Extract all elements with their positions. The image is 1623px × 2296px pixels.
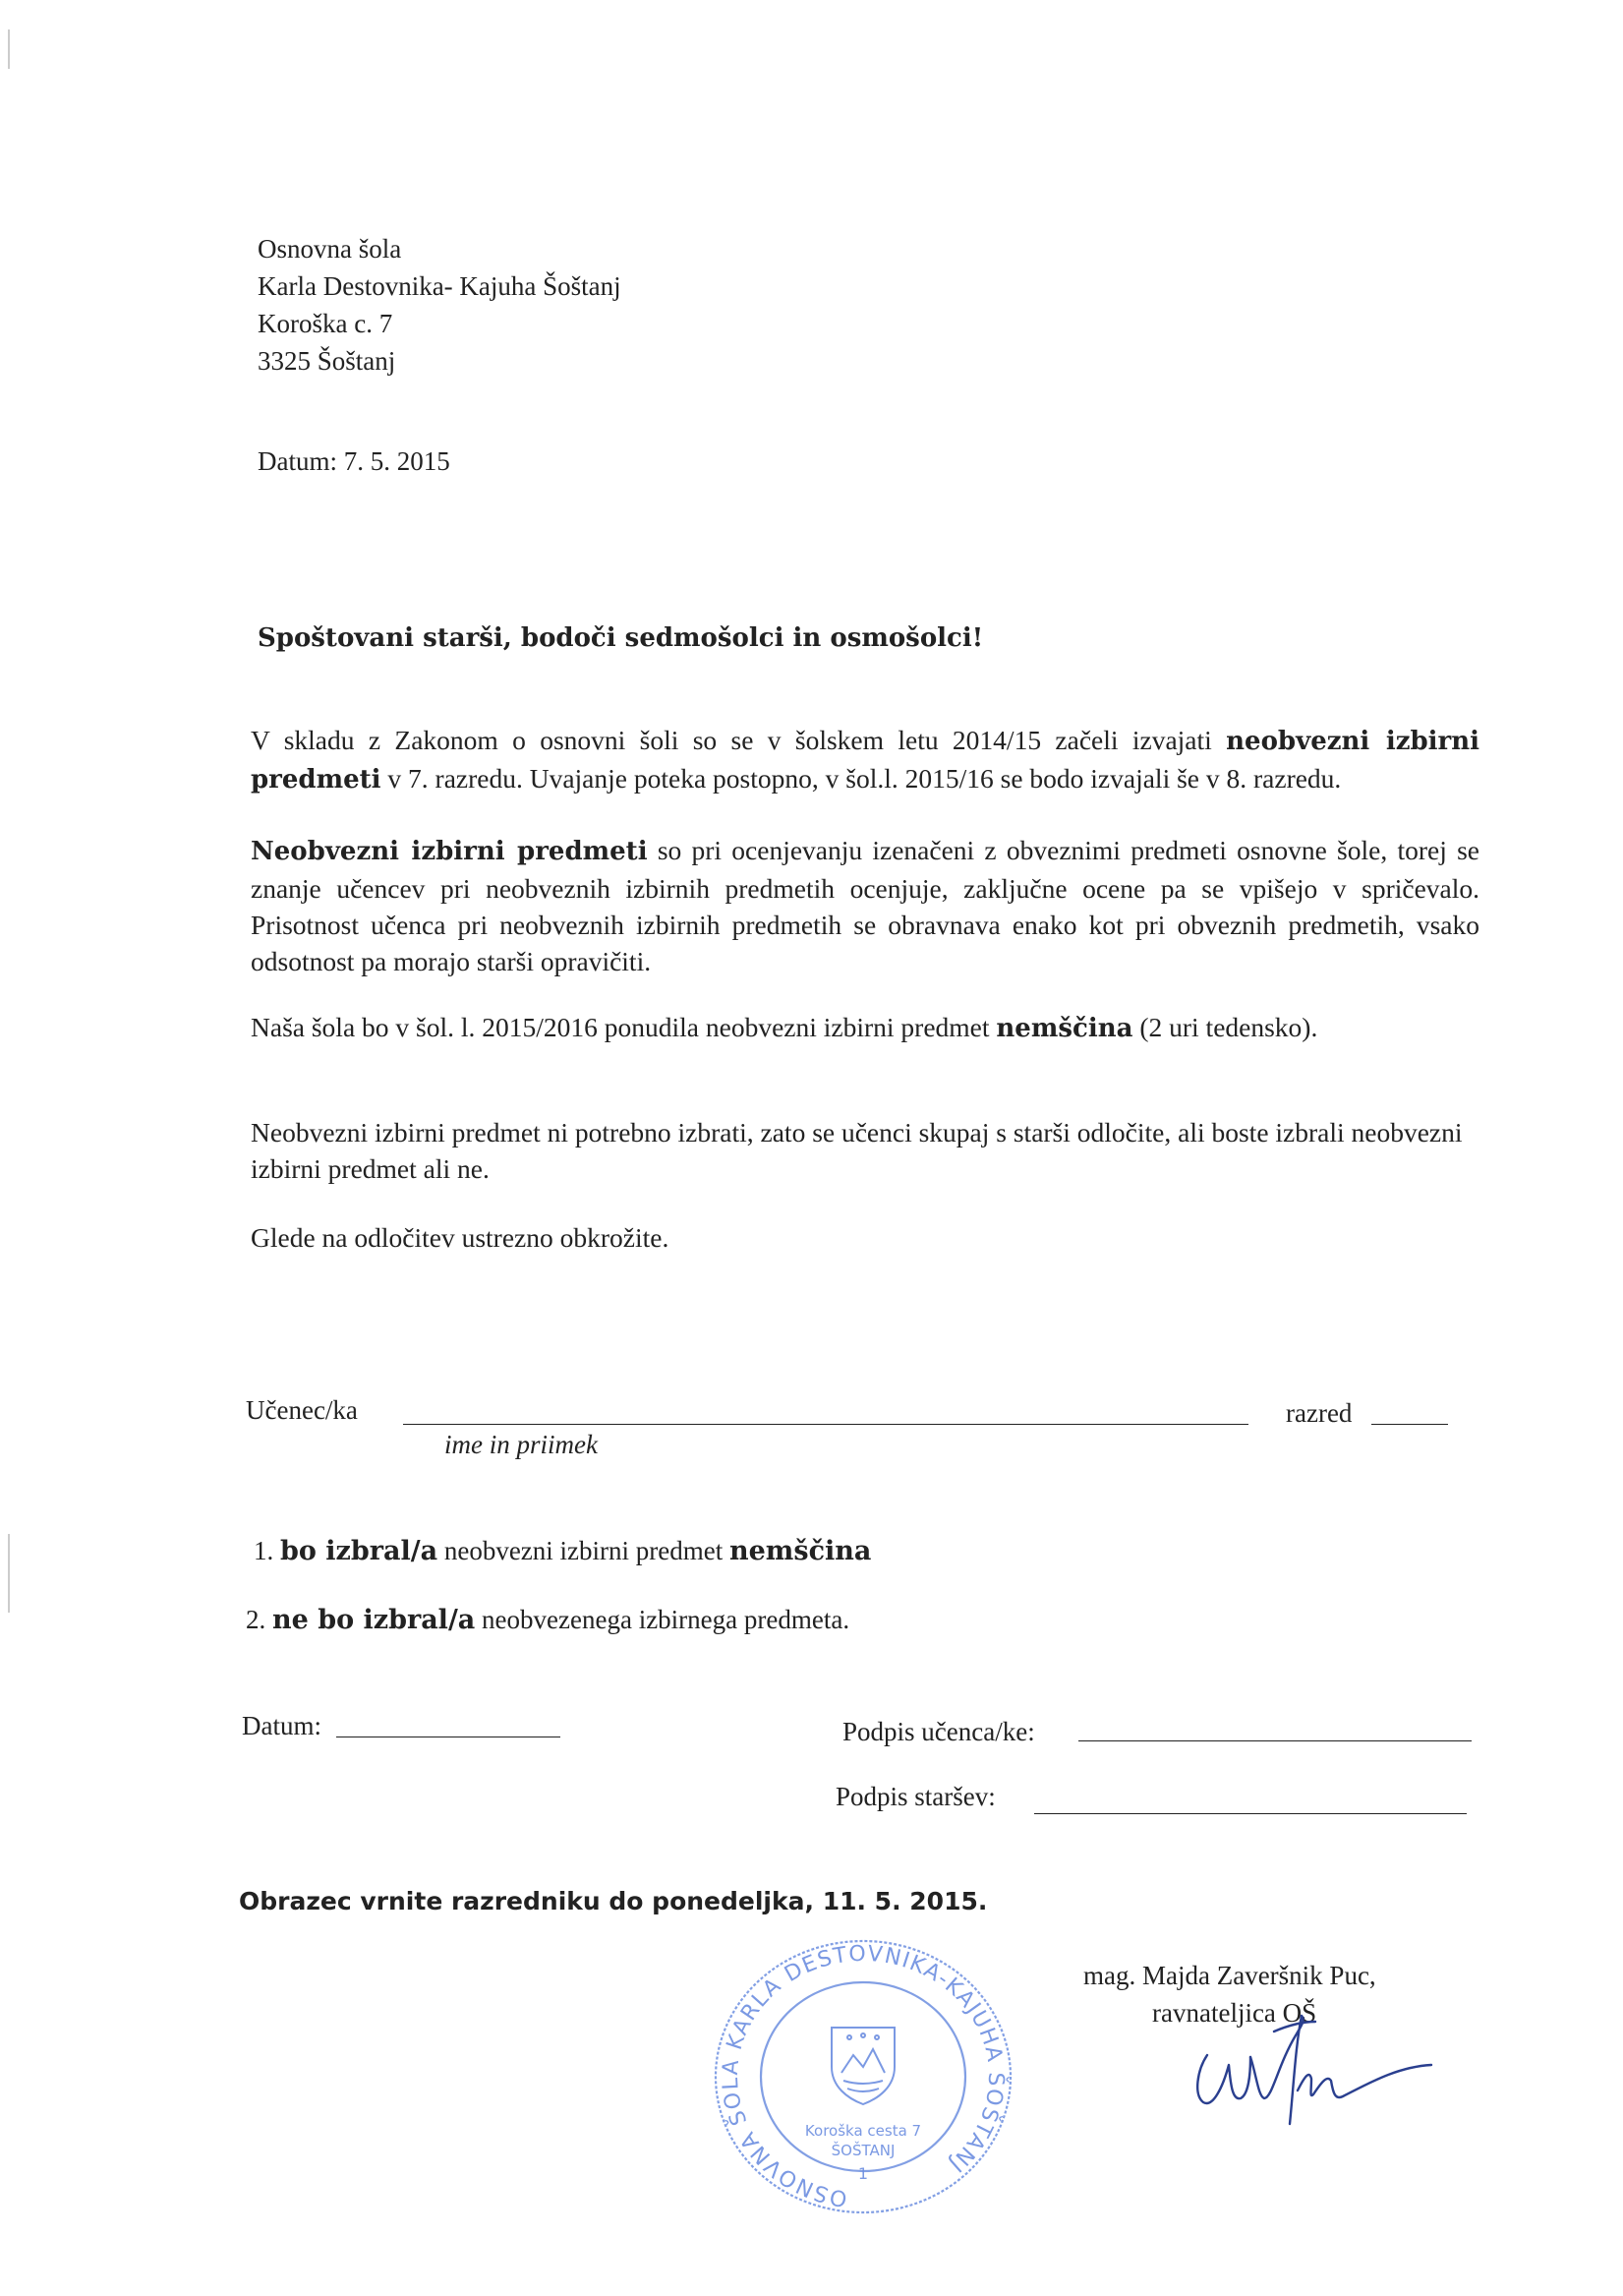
stamp-city: ŠOŠTANJ [831,2142,896,2159]
class-field[interactable] [1371,1424,1448,1425]
p2-text: so pri ocenjevanju izenačeni z obveznimi predmeti osnovne šole, torej se znanje učencev pri neobveznih izbirnih predmetih ocenjuje, zaključne ocene pa se vpišejo v spričevalo. Prisotnost učenca pri neobveznih izbirnih predmetih se obravnava enako kot pri obveznih predmetih, vsako odsotnost pa morajo starši opravičiti. [251,835,1480,976]
option-bold: nemščina [729,1536,872,1566]
student-label: Učenec/ka [246,1395,358,1425]
class-label: razred [1286,1398,1353,1428]
option-text: neobvezenega izbirnega predmeta. [475,1605,850,1634]
student-name-field[interactable] [403,1424,1248,1425]
stamp-ring-text: OSNOVNA ŠOLA KARLA DESTOVNIKA-KAJUHA ŠOŠTANJ [718,1941,1009,2211]
parents-signature-field[interactable] [1034,1813,1467,1814]
paragraph-choice: Neobvezni izbirni predmet ni potrebno izbrati, zato se učenci skupaj s starši odločite, ali boste izbrali neobvezni izbirni predmet ali ne. [251,1117,1463,1184]
stamp-address: Koroška cesta 7 [804,2122,922,2140]
salutation-text: Spoštovani starši, bodoči sedmošolci in osmošolci! [258,623,984,653]
scan-margin-mark [8,1534,10,1613]
p3-text-c: (2 uri tedensko). [1132,1012,1318,1042]
p3-bold: nemščina [996,1014,1133,1043]
student-signature-label: Podpis učenca/ke: [842,1717,1035,1746]
option-1[interactable] [254,1532,871,1570]
option-bold: bo izbral/a [280,1536,438,1566]
option-number: 2. [246,1605,266,1634]
paragraph-instruction: Glede na odločitev ustrezno obkrožite. [251,1222,669,1253]
scan-margin-mark [8,29,10,69]
sender-line: Osnovna šola [258,234,402,264]
option-bold: ne bo izbral/a [272,1605,476,1635]
paragraph-grading [251,832,1479,979]
parents-signature-label: Podpis staršev: [836,1782,996,1811]
document-date: Datum: 7. 5. 2015 [258,446,450,476]
p1-text-a: V skladu z Zakonom o osnovni šoli so se v šolskem letu 2014/15 začeli izvajati [251,725,1227,755]
school-stamp [706,1929,1020,2214]
signatory-role: ravnateljica OŠ [1152,1998,1317,2028]
name-hint: ime in priimek [444,1430,598,1459]
sender-line: Koroška c. 7 [258,309,393,338]
p2-bold: Neobvezni izbirni predmeti [251,837,648,866]
sender-address [258,230,621,380]
p1-text-c: v 7. razredu. Uvajanje poteka postopno, v šol.l. 2015/16 se bodo izvajali še v 8. razredu. [380,763,1342,794]
p1-bold: neobvezni izbirni predmeti [251,727,1479,795]
handwritten-signature [1180,1996,1435,2134]
option-text: neobvezni izbirni predmet [437,1536,729,1565]
option-number: 1. [254,1536,274,1565]
paragraph-offer [251,1009,1479,1047]
form-date-label: Datum: [242,1711,321,1740]
salutation [258,619,983,657]
student-signature-field[interactable] [1078,1740,1472,1741]
p3-text-a: Naša šola bo v šol. l. 2015/2016 ponudila neobvezni izbirni predmet [251,1012,997,1042]
sender-line: 3325 Šoštanj [258,346,396,376]
return-note: Obrazec vrnite razredniku do ponedeljka, 11. 5. 2015. [239,1887,988,1915]
sender-line: Karla Destovnika- Kajuha Šoštanj [258,271,621,301]
signatory-name: mag. Majda Zaveršnik Puc, [1083,1961,1376,1990]
paragraph-intro [251,722,1479,798]
stamp-number: 1 [857,2164,869,2183]
coat-of-arms-icon [832,2028,895,2104]
option-2[interactable] [246,1601,849,1639]
